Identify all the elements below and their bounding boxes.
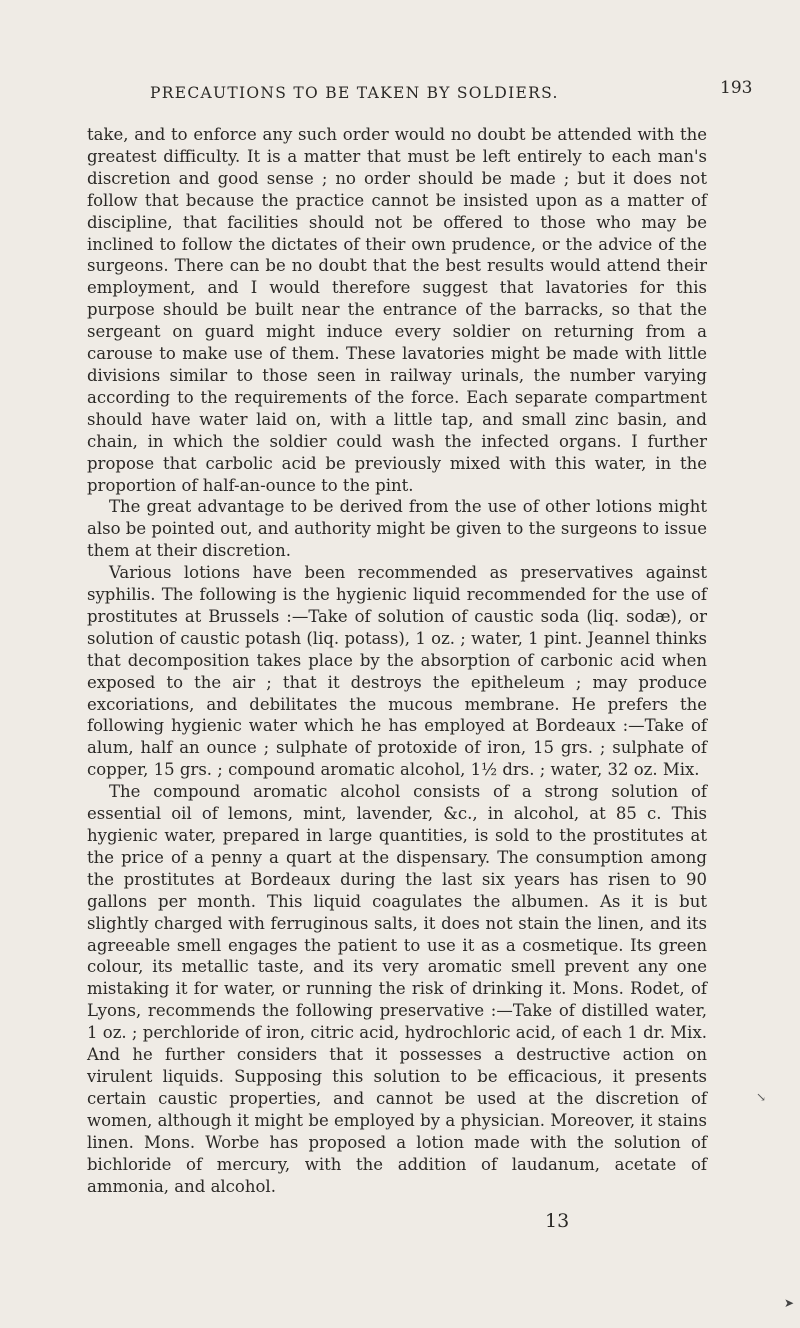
- paragraph-1: take, and to enforce any such order would no doubt be attended with the greatest difficulty. It is a matter that must be left entirely to each man's discretion and good sense ; no order should be made ; but it does not follow that because the practice cannot be insisted upon as a matter of discipline, that facilities should not be offered to those who may be inclined to follow the dictates of their own prudence, or the advice of the surgeons. There can be no doubt that the best results would attend their employment, and I would therefore suggest that lavatories for this purpose should be built near the entrance of the barracks, so that the sergeant on guard might induce every soldier on returning from a carouse to make use of them. These lavatories might be made with little divisions similar to those seen in railway urinals, the number varying according to the requirements of the force. Each separate compartment should have water laid on, with a little tap, and small zinc basin, and chain, in which the soldier could wash the infected organs. I further propose that carbolic acid be previously mixed with this water, in the proportion of half-an-ounce to the pint.: [87, 125, 707, 495]
- paragraph-4: The compound aromatic alcohol consists of a strong solution of essential oil of lemons, mint, lavender, &c., in alcohol, at 85 c. This hygienic water, prepared in large quantities, is sold to the prostitutes at the price of a penny a quart at the dispensary. The consumption among the prostitutes at Bordeaux during the last six years has risen to 90 gallons per month. This liquid coagulates the albumen. As it is but slightly charged with ferruginous salts, it does not stain the linen, and its agreeable smell engages the patient to use it as a cosmetique. Its green colour, its metallic taste, and its very aromatic smell prevent any one mistaking it for water, or running the risk of drinking it. Mons. Rodet, of Lyons, recommends the following preservative :—Take of distilled water, 1 oz. ; perchloride of iron, citric acid, hydrochloric acid, of each 1 dr. Mix. And he further considers that it possesses a destructive action on virulent liquids. Supposing this solution to be efficacious, it presents certain caustic properties, and cannot be used at the discretion of women, although it might be employed by a physician. Moreover, it stains linen. Mons. Worbe has proposed a lotion made with the solution of bichloride of mercury, with the addition of laudanum, acetate of ammonia, and alcohol.: [87, 782, 707, 1196]
- page-number: 193: [720, 78, 753, 98]
- body-text: [87, 124, 707, 1197]
- corner-arrow-mark: ➤: [784, 1296, 795, 1310]
- paragraph-2: The great advantage to be derived from the use of other lotions might also be pointed out, and authority might be given to the surgeons to issue them at their discretion.: [87, 497, 707, 561]
- signature-mark: 13: [545, 1210, 570, 1232]
- margin-mark: ↘: [756, 1090, 767, 1104]
- running-head: PRECAUTIONS TO BE TAKEN BY SOLDIERS.: [150, 84, 559, 102]
- paragraph-3: Various lotions have been recommended as preservatives against syphilis. The following is the hygienic liquid recommended for the use of prostitutes at Brussels :—Take of solution of caustic soda (liq. sodæ), or solution of caustic potash (liq. potass), 1 oz. ; water, 1 pint. Jeannel thinks that decomposition takes place by the absorption of carbonic acid when exposed to the air ; that it destroys the epitheleum ; may produce excoriations, and debilitates the mucous membrane. He prefers the following hygienic water which he has employed at Bordeaux :—Take of alum, half an ounce ; sulphate of protoxide of iron, 15 grs. ; sulphate of copper, 15 grs. ; compound aromatic alcohol, 1½ drs. ; water, 32 oz. Mix.: [87, 563, 707, 780]
